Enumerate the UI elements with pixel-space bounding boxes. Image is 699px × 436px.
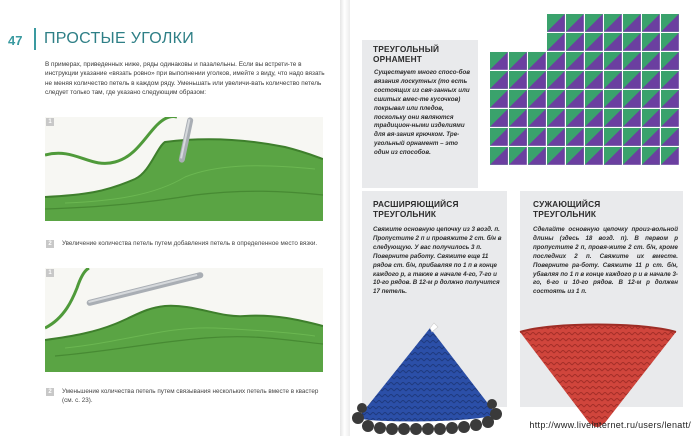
page-title: ПРОСТЫЕ УГОЛКИ: [44, 30, 195, 47]
expanding-title: [373, 199, 459, 219]
step-badge: 1: [46, 118, 54, 126]
expanding-title-line2: ТРЕУГОЛЬНИК: [373, 209, 437, 219]
ornament-text: Существует много спосо-бов вязания лоскутных (то есть состоящих из свя-занных или сшитых вмес-те кусочков) покрывал или пледов, поскольку они являются традицион-ными изделиями для вя-зания крючком. Тре-угольный орнамент – это один из способов.: [374, 69, 470, 157]
triangle-ornament-grid: [490, 14, 682, 172]
expanding-text: Свяжите основную цепочку из 3 возд. п. Пропустите 2 п и провяжите 2 ст. б/н в следующую. У вас получилось 3 п. Поверните работу. Свяжите еще 11 рядов ст. б/н, прибавляя по 1 п в конце каждого р, а также в начале 4-го, 7-го и 10-го рядов. В 12-м р должно получится 17 петель.: [373, 226, 502, 296]
page-number: 47: [8, 33, 23, 48]
expanding-title-line1: РАСШИРЯЮЩИЙСЯ: [373, 199, 459, 209]
intro-paragraph: В примерах, приведенных ниже, ряды одинаковы и пазалельны. Если вы встрети-те в инструкции указание «вязать ровно» при выполнении уголков, имейте з виду, что надо вязать не меняя количество петель в каждом ряду. Уменьшать или увеличи-вать количество петель следует только там, где указано следующим образом:: [45, 61, 325, 97]
shrinking-text: Сделайте основную цепочку произ-вольной длины (здесь 18 возд. п). В первом р пропустите 2 п, провя-жите 2 ст. б/н, кроме последних 2 п. Свяжите их вместе. Поверните ра-боту. Свяжите 11 р ст. б/н, убавляя по 1 п в конце каждого р и в начале 3-го, 6-го и 10-го рядов. В 12-м р должен состоять из 1 п.: [533, 226, 678, 296]
red-crochet-triangle: [512, 320, 682, 435]
caption-increase: Увеличение количества петель путем добавления петель в определенное место вязки.: [62, 240, 318, 247]
title-accent-bar: [34, 28, 36, 50]
step-badge: 2: [46, 388, 54, 396]
ornament-title-line2: ОРНАМЕНТ: [373, 54, 423, 64]
shrinking-title-line2: ТРЕУГОЛЬНИК: [533, 209, 597, 219]
ornament-title-line1: ТРЕУГОЛЬНЫЙ: [373, 44, 440, 54]
blue-crochet-triangle: [346, 322, 506, 436]
shrinking-title: [533, 199, 600, 219]
shrinking-title-line1: СУЖАЮЩИЙСЯ: [533, 199, 601, 209]
step-badge: 2: [46, 240, 54, 248]
crochet-photo-increase: [45, 117, 323, 221]
caption-decrease: Уменьшение количества петель путем связывания нескольких петель вместе в квастер (см. с. 23).: [62, 388, 319, 404]
watermark-url: http://www.liveinternet.ru/users/lenatt/: [529, 420, 691, 430]
ornament-title: [373, 44, 439, 64]
step-badge: 1: [46, 269, 54, 277]
crochet-photo-decrease: [45, 268, 323, 372]
